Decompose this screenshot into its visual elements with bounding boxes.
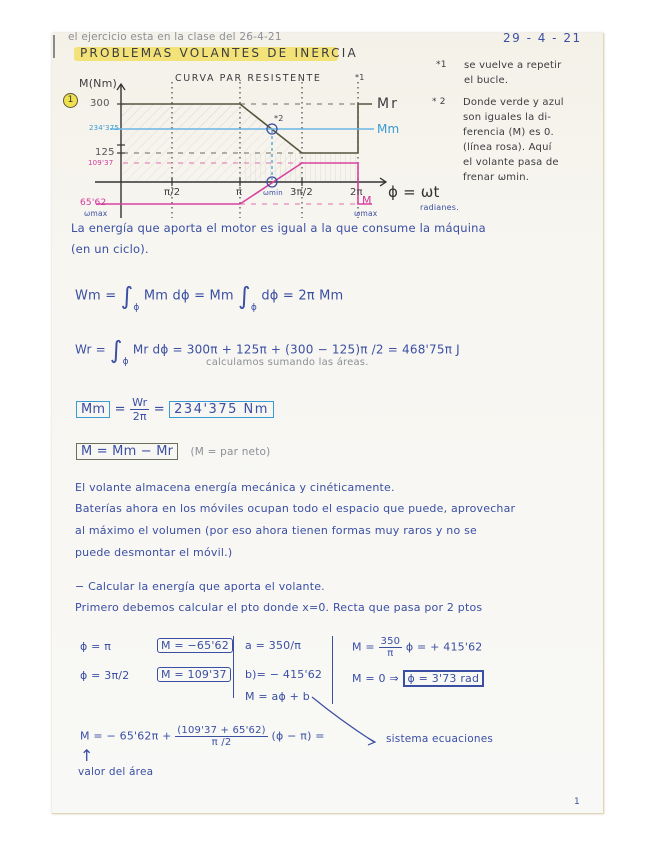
side-note-1-mark: *1 <box>436 60 447 70</box>
vertical-hatched-area <box>242 153 358 182</box>
integral-sub: ϕ <box>250 302 257 313</box>
mm-fraction <box>130 396 149 423</box>
equals-sign: = <box>114 402 126 417</box>
header-note: el ejercicio esta en la clase del 26-4-21 <box>68 31 282 43</box>
problem-number-badge: 1 <box>63 93 78 108</box>
side-note-2-line6: frenar ωmin. <box>463 172 530 183</box>
side-note-2-line2: son iguales la di- <box>463 112 552 123</box>
paragraph-1-line1: La energía que aporta el motor es igual a la que consume la máquina <box>71 221 486 235</box>
y-tick-300: 300 <box>90 98 110 109</box>
side-note-2-mark: * 2 <box>432 97 446 107</box>
wm-lhs: Wm = <box>75 288 117 304</box>
integral-icon: ∫ <box>109 336 123 364</box>
a-value: a = 350/π <box>245 639 302 652</box>
m-zero-equation <box>352 672 484 685</box>
legend-m: M <box>362 194 372 207</box>
fraction-numerator: Wr <box>132 396 148 409</box>
b-value: b)= − 415'62 <box>245 668 323 681</box>
final-rhs: (ϕ − π) = <box>271 729 325 743</box>
wm-mid: Mm dϕ = Mm <box>143 288 234 304</box>
page-title: PROBLEMAS VOLANTES DE INERCIA <box>80 46 358 60</box>
mm-lhs-box: Mm <box>76 401 110 418</box>
m-definition-box: M = Mm − Mr <box>76 443 178 460</box>
x-tick-wmin: ωmin <box>263 189 283 197</box>
paragraph-3-line1: − Calcular la energía que aporta el volante. <box>75 580 325 593</box>
fraction-denominator: 2π <box>132 410 147 423</box>
phi-3pi2: ϕ = 3π/2 <box>80 669 130 682</box>
y-tick-125: 125 <box>95 147 115 158</box>
final-fraction <box>175 725 268 748</box>
x-tick-2pi: 2π <box>350 187 363 198</box>
radianes-label: radianes. <box>420 203 459 212</box>
side-note-2-line3: ferencia (M) es 0. <box>463 127 554 138</box>
paragraph-2-line4: puede desmontar el móvil.) <box>75 546 233 559</box>
fraction-denominator: π /2 <box>211 737 232 748</box>
integral-sub: ϕ <box>122 356 129 367</box>
final-lhs: M = − 65'62π + <box>80 729 172 743</box>
wr-lhs: Wr = <box>75 342 106 357</box>
line-equation: M = aϕ + b <box>245 690 310 703</box>
side-note-1-line2: el bucle. <box>464 75 509 86</box>
star1-marker: *1 <box>355 73 365 82</box>
paragraph-2-line1: El volante almacena energía mecánica y cinéticamente. <box>75 481 395 494</box>
paragraph-3-line2: Primero debemos calcular el pto donde x=0. Recta que pasa por 2 ptos <box>75 601 483 614</box>
page-number: 1 <box>574 797 580 807</box>
wmax-left-label: ωmax <box>84 209 108 218</box>
integral-icon: ∫ <box>120 282 134 310</box>
paragraph-2-line3: al máximo el volumen (por eso ahora tienen formas muy raros y no se <box>75 524 478 537</box>
m-at-pi-box: M = −65'62 <box>157 638 233 653</box>
x-tick-3pi-half: 3π/2 <box>290 187 313 198</box>
side-note-2-line5: el volante pasa de <box>463 157 559 168</box>
y-tick-109: 109'37 <box>88 159 114 167</box>
legend-mr: Mr <box>377 96 399 112</box>
m-definition <box>76 444 270 459</box>
x-tick-pi-half: π/2 <box>164 187 181 198</box>
y-tick-65: 65'62 <box>80 198 107 208</box>
hatched-area-excess <box>121 104 272 129</box>
wr-note: calculamos sumando las áreas. <box>206 357 369 368</box>
m-eq-lhs: M = <box>352 640 375 654</box>
fraction-numerator: (109'37 + 65'62) <box>177 725 266 736</box>
integral-icon: ∫ <box>238 282 251 310</box>
equals-sign: = <box>153 402 165 417</box>
m-line-equation <box>352 636 483 659</box>
fraction-denominator: π <box>387 648 394 659</box>
final-equation <box>80 725 325 748</box>
m-eq-fraction <box>379 636 403 659</box>
x-tick-pi: π <box>236 187 243 198</box>
divider-line <box>233 636 234 698</box>
header-date: 29 - 4 - 21 <box>503 31 582 45</box>
m-definition-note: (M = par neto) <box>190 446 271 458</box>
mm-equation <box>76 396 274 423</box>
phi-result-box: ϕ = 3'73 rad <box>403 670 485 687</box>
side-note-1-line1: se vuelve a repetir <box>464 60 562 71</box>
paragraph-1-line2: (en un ciclo). <box>71 242 149 256</box>
star2-marker: *2 <box>274 114 284 123</box>
phi-pi: ϕ = π <box>80 640 112 653</box>
legend-mm: Mm <box>377 122 400 136</box>
side-note-2-line4: (línea rosa). Aquí <box>463 142 552 153</box>
mm-result-box: 234'375 Nm <box>169 401 274 418</box>
arrow-head-icon <box>368 738 375 745</box>
wm-equation <box>75 282 344 313</box>
x-axis-label: ϕ = ωt <box>388 183 440 201</box>
paragraph-2-line2: Baterías ahora en los móviles ocupan todo el espacio que puede, aprovechar <box>75 502 516 515</box>
m-at-3pi2-box: M = 109'37 <box>157 667 231 682</box>
fraction-numerator: 350 <box>380 636 401 647</box>
sistema-ecuaciones-label: sistema ecuaciones <box>386 733 494 745</box>
m-eq-rhs: ϕ = + 415'62 <box>405 640 483 654</box>
chart-title: CURVA PAR RESISTENTE <box>175 73 322 84</box>
divider-line <box>332 636 333 704</box>
wr-rhs: Mr dϕ = 300π + 125π + (300 − 125)π /2 = 468'75π J <box>132 342 460 357</box>
integral-sub: ϕ <box>133 302 140 313</box>
side-note-2-line1: Donde verde y azul <box>463 97 564 108</box>
up-arrow-icon: ↑ <box>80 746 94 765</box>
wm-rhs: dϕ = 2π Mm <box>261 288 344 304</box>
y-tick-234: 234'375 <box>89 124 120 132</box>
valor-area-label: valor del área <box>78 766 154 778</box>
wmax-right-label: ωmax <box>354 209 378 218</box>
y-axis-label: M(Nm) <box>79 77 118 90</box>
m-zero-label: M = 0 ⇒ <box>352 672 399 685</box>
